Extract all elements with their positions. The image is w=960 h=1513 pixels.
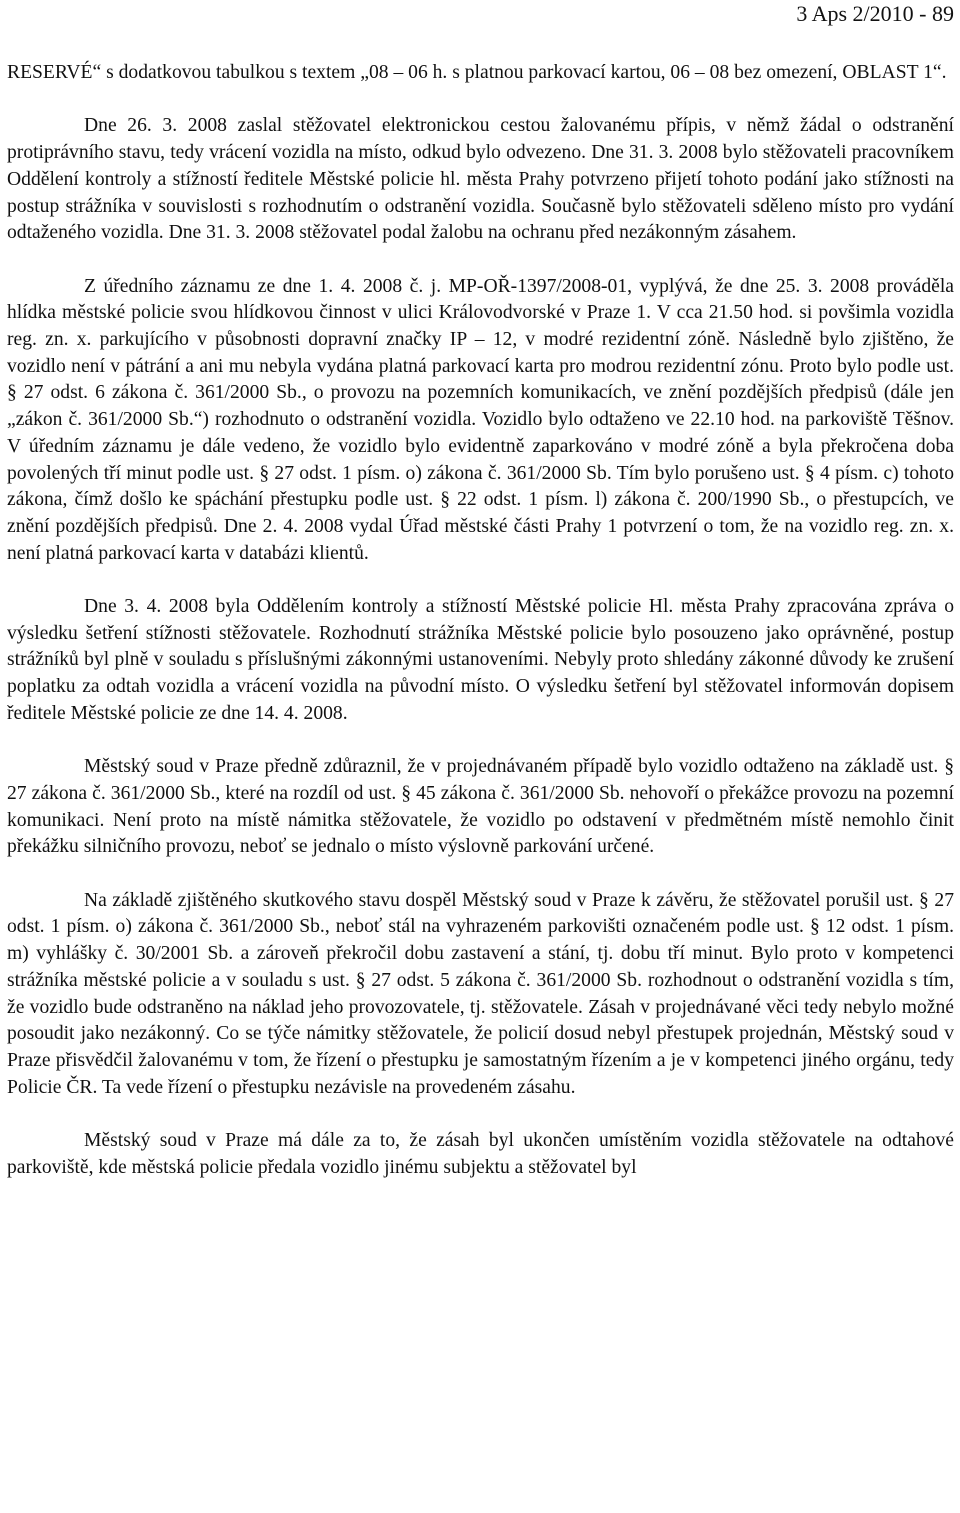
paragraph-official-record: Z úředního záznamu ze dne 1. 4. 2008 č. j. MP-OŘ-1397/2008-01, vyplývá, že dne 25. 3. 2008 prováděla hlídka městské policie svou hlídkovou činnost v ulici Královodvorské v Praze 1. V cca 21.50 hod. si povšimla vozidla reg. zn. x. parkujícího v působnosti dopravní značky IP – 12, v modré rezidentní zóně. Následně bylo zjištěno, že vozidlo není v pátrání a ani mu nebyla vydána platná parkovací karta pro modrou rezidentní zónu. Proto bylo podle ust. § 27 odst. 6 zákona č. 361/2000 Sb., o provozu na pozemních komunikacích, ve znění pozdějších předpisů (dále jen „zákon č. 361/2000 Sb.“) rozhodnuto o odstranění vozidla. Vozidlo bylo odtaženo ve 22.10 hod. na parkoviště Těšnov. V úředním záznamu je dále vedeno, že vozidlo bylo evidentně zaparkováno v modré zóně a byla překročena doba povolených tří minut podle ust. § 27 odst. 1 písm. o) zákona č. 361/2000 Sb. Tím bylo porušeno ust. § 4 písm. c) tohoto zákona, čímž došlo ke spáchání přestupku podle ust. § 22 odst. 1 písm. l) zákona č. 200/1990 Sb., o přestupcích, ve znění pozdějších předpisů. Dne 2. 4. 2008 vydal Úřad městské části Prahy 1 potvrzení o tom, že na vozidlo reg. zn. x. není platná parkovací karta v databázi klientů. bbox=[7, 275, 954, 564]
paragraph-court-emphasis: Městský soud v Praze předně zdůraznil, že v projednávaném případě bylo vozidlo odtaženo na základě ust. § 27 zákona č. 361/2000 Sb., které na rozdíl od ust. § 45 zákona č. 361/2000 Sb. nehovoří o překážce provozu na pozemní komunikaci. Není proto na místě námitka stěžovatele, že vozidlo po odstavení v předmětném místě nemohlo činit překážku silničního provozu, neboť se jednalo o místo výslovně parkování určené. bbox=[7, 756, 954, 858]
paragraph-reserve-sign: RESERVÉ“ s dodatkovou tabulkou s textem „08 – 06 h. s platnou parkovací kartou, 06 – 08 bez omezení, OBLAST 1“. bbox=[7, 62, 947, 83]
paragraph-complaint-history: Dne 26. 3. 2008 zaslal stěžovatel elektronickou cestou žalovanému přípis, v němž žádal o odstranění protiprávního stavu, tedy vrácení vozidla na místo, odkud bylo odvezeno. Dne 31. 3. 2008 bylo stěžovateli pracovníkem Oddělení kontroly a stížností ředitele Městské policie hl. města Prahy potvrzeno přijetí tohoto podání jako stížnosti na postup strážníka v souvislosti s rozhodnutím o odstranění vozidla. Současně bylo stěžovateli sděleno místo pro vydání odtaženého vozidla. Dne 31. 3. 2008 stěžovatel podal žalobu na ochranu před nezákonným zásahem. bbox=[7, 115, 954, 244]
paragraph-court-conclusion: Na základě zjištěného skutkového stavu dospěl Městský soud v Praze k závěru, že stěžovatel porušil ust. § 27 odst. 1 písm. o) zákona č. 361/2000 Sb., neboť stál na vyhrazeném parkovišti označeném podle ust. § 12 odst. 1 písm. m) vyhlášky č. 30/2001 Sb. a zároveň překročil dobu zastavení a stání, tj. dobu tří minut. Bylo proto v kompetenci strážníka městské policie a v souladu s ust. § 27 odst. 5 zákona č. 361/2000 Sb. rozhodnout o odstranění vozidla s tím, že vozidlo bude odstraněno na náklad jeho provozovatele, tj. stěžovatele. Zásah v projednávané věci tedy nebylo možné posoudit jako nezákonný. Co se týče námitky stěžovatele, že policií dosud nebyl přestupek projednán, Městský soud v Praze přisvědčil žalovanému v tom, že řízení o přestupku je samostatným řízením a je v kompetenci jiného orgánu, tedy Policie ČR. Ta vede řízení o přestupku nezávisle na provedeném zásahu. bbox=[7, 889, 954, 1098]
paragraph-investigation-report: Dne 3. 4. 2008 byla Oddělením kontroly a stížností Městské policie Hl. města Prahy zpracována zpráva o výsledku šetření stížnosti stěžovatele. Rozhodnutí strážníka Městské policie bylo posouzeno jako oprávněné, postup strážníků byl plně v souladu s příslušnými zákonnými ustanoveními. Nebyly proto shledány zákonné důvody ke zrušení poplatku za odtah vozidla a vrácení vozidla na původní místo. O výsledku šetření byl stěžovatel informován dopisem ředitele Městské policie ze dne 14. 4. 2008. bbox=[7, 596, 954, 724]
page-reference: 3 Aps 2/2010 - 89 bbox=[796, 1, 954, 26]
paragraph-intervention-end: Městský soud v Praze má dále za to, že zásah byl ukončen umístěním vozidla stěžovatele na odtahové parkoviště, kde městská policie předala vozidlo jinému subjektu a stěžovatel byl bbox=[7, 1130, 954, 1178]
document-body bbox=[7, 60, 954, 1181]
